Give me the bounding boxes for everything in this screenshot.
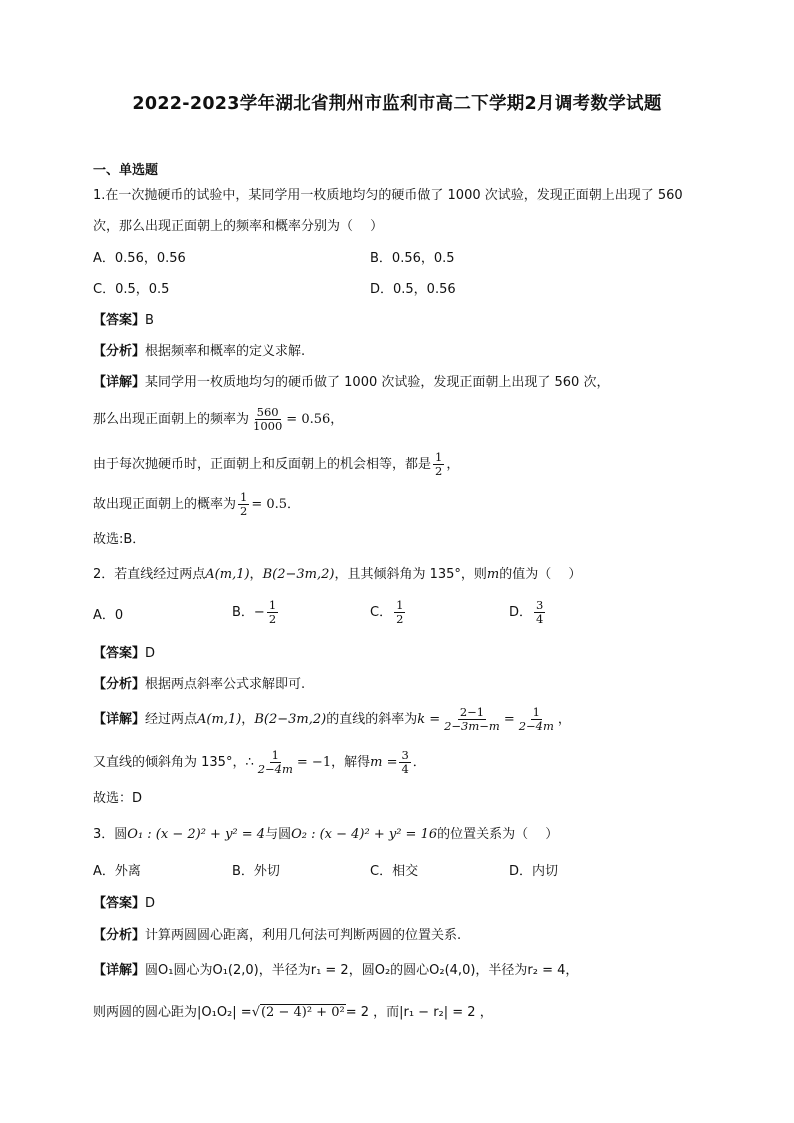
question-2-conclusion: 故选：D	[93, 791, 143, 806]
fraction-denominator: 2−4m	[257, 762, 293, 776]
question-2-option-a: A．0	[93, 608, 124, 623]
detail-text: = 2 ，而|r₁ − r₂| = 2 ，	[345, 1005, 493, 1020]
question-2-option-c	[370, 598, 407, 628]
stem-text: ，且其倾斜角为 135°，则	[334, 567, 487, 582]
variable: m =	[370, 755, 398, 770]
fraction	[251, 406, 284, 433]
fraction-numerator: 3	[536, 598, 544, 612]
answer-value: D	[145, 896, 156, 911]
detail-text: = 0.5．	[251, 497, 301, 512]
circle-2-equation: O₂ : (x − 4)² + y² = 16	[291, 827, 438, 842]
fraction	[394, 599, 405, 626]
question-3-option-b: B．外切	[232, 864, 280, 879]
fraction	[517, 706, 556, 733]
detail-text: 圆O₁圆心为O₁(2,0)，半径为r₁ = 2，圆O₂的圆心O₂(4,0)，半径为r₂ = 4，	[145, 963, 579, 978]
equals-sign: =	[503, 712, 515, 727]
detail-text: = −1，解得	[296, 755, 371, 770]
point-a: A(m,1)	[197, 712, 242, 727]
separator: ，	[241, 712, 255, 727]
question-2-answer	[93, 644, 155, 664]
analysis-text: 根据两点斜率公式求解即可.	[145, 677, 306, 692]
fraction-numerator: 1	[435, 450, 443, 464]
answer-value: D	[145, 646, 156, 661]
question-2-stem	[93, 565, 581, 585]
fraction-denominator: 2	[268, 612, 277, 626]
stem-text: 的位置关系为（ ）	[437, 827, 559, 842]
fraction-denominator: 1000	[253, 419, 283, 433]
question-1-option-d: D．0.5，0.56	[370, 282, 456, 297]
fraction-numerator: 2−1	[459, 705, 485, 719]
option-label: C．	[370, 605, 393, 620]
detail-text: 的直线的斜率为	[326, 712, 418, 727]
question-2-option-d	[509, 598, 547, 628]
fraction-denominator: 4	[401, 762, 409, 776]
stem-text: 与圆	[265, 827, 292, 842]
detail-text: 经过两点	[145, 712, 198, 727]
analysis-label: 【分析】	[93, 928, 146, 943]
point-b: B(2−3m,2)	[262, 567, 335, 582]
question-1-option-a: A．0.56，0.56	[93, 251, 186, 266]
detail-text: ，	[557, 712, 571, 727]
fraction-numerator: 1	[268, 598, 277, 612]
fraction-denominator: 2	[240, 504, 248, 518]
analysis-label: 【分析】	[93, 344, 146, 359]
question-1-detail-line1	[93, 373, 609, 393]
fraction	[267, 599, 278, 626]
question-1-detail-line2	[93, 405, 343, 435]
answer-value: B	[145, 313, 154, 328]
detail-text: 则两圆的圆心距为|O₁O₂| =	[93, 1005, 252, 1020]
question-1-stem-line1: 1.在一次抛硬币的试验中，某同学用一枚质地均匀的硬币做了 1000 次试验，发现正面朝上出现了 560	[93, 188, 683, 203]
question-1-detail-line4	[93, 490, 300, 520]
detail-label: 【详解】	[93, 963, 146, 978]
fraction-numerator: 3	[401, 748, 409, 762]
fraction-denominator: 2−4m	[518, 719, 554, 733]
question-2-detail-line1	[93, 705, 571, 735]
fraction-numerator: 1	[532, 705, 540, 719]
question-1-option-c: C．0.5，0.5	[93, 282, 170, 297]
option-label: B．−	[232, 605, 265, 620]
answer-label: 【答案】	[93, 313, 146, 328]
variable: m	[486, 567, 500, 582]
question-2-option-b	[232, 598, 280, 628]
question-1-analysis	[93, 342, 305, 362]
slope-symbol: k =	[417, 712, 441, 727]
question-1-answer	[93, 311, 154, 331]
detail-text: = 0.56，	[286, 412, 344, 427]
analysis-text: 根据频率和概率的定义求解.	[145, 344, 306, 359]
question-1-stem-line2: 次，那么出现正面朝上的频率和概率分别为（ ）	[93, 219, 384, 234]
fraction	[534, 599, 545, 626]
question-3-stem	[93, 825, 558, 845]
fraction-denominator: 2−3m−m	[444, 719, 500, 733]
question-2-detail-line2	[93, 748, 426, 778]
detail-text: ，	[446, 457, 460, 472]
fraction-denominator: 4	[536, 612, 544, 626]
question-1-detail-line3	[93, 450, 459, 480]
question-3-option-c: C．相交	[370, 864, 419, 879]
question-1-option-b: B．0.56，0.5	[370, 251, 455, 266]
analysis-text: 计算两圆圆心距离，利用几何法可判断两圆的位置关系.	[145, 928, 462, 943]
fraction	[399, 749, 410, 776]
stem-text: 2．若直线经过两点	[93, 567, 206, 582]
fraction-numerator: 1	[240, 490, 248, 504]
fraction-numerator: 1	[271, 748, 279, 762]
detail-text: 由于每次抛硬币时，正面朝上和反面朝上的机会相等，都是	[93, 457, 432, 472]
fraction-numerator: 1	[396, 598, 404, 612]
detail-text: 那么出现正面朝上的频率为	[93, 412, 250, 427]
analysis-label: 【分析】	[93, 677, 146, 692]
detail-text: 故出现正面朝上的概率为	[93, 497, 237, 512]
detail-text: 某同学用一枚质地均匀的硬币做了 1000 次试验，发现正面朝上出现了 560 次，	[145, 375, 610, 390]
stem-text: 的值为（ ）	[499, 567, 582, 582]
question-3-option-a: A．外离	[93, 864, 141, 879]
point-a: A(m,1)	[205, 567, 250, 582]
fraction	[238, 491, 249, 518]
sqrt-sign: √	[251, 1005, 260, 1020]
fraction	[433, 451, 444, 478]
detail-label: 【详解】	[93, 375, 146, 390]
stem-text: 3．圆	[93, 827, 128, 842]
question-2-analysis	[93, 675, 305, 695]
page-title: 2022-2023学年湖北省荆州市监利市高二下学期2月调考数学试题	[132, 94, 662, 114]
detail-label: 【详解】	[93, 712, 146, 727]
detail-text: ．	[412, 755, 426, 770]
fraction-denominator: 2	[396, 612, 404, 626]
question-3-answer	[93, 894, 155, 914]
point-b: B(2−3m,2)	[254, 712, 327, 727]
stem-text: ，	[249, 567, 263, 582]
sqrt-radicand: (2 − 4)² + 0²	[260, 1005, 345, 1020]
circle-1-equation: O₁ : (x − 2)² + y² = 4	[127, 827, 266, 842]
option-label: D．	[509, 605, 533, 620]
section-heading: 一、单选题	[93, 163, 159, 178]
fraction	[256, 749, 295, 776]
fraction	[442, 706, 502, 733]
fraction-denominator: 2	[435, 464, 443, 478]
answer-label: 【答案】	[93, 646, 146, 661]
detail-text: 又直线的倾斜角为 135°，∴	[93, 755, 254, 770]
question-3-detail-line2	[93, 1000, 493, 1026]
fraction-numerator: 560	[256, 405, 279, 419]
question-3-option-d: D．内切	[509, 864, 559, 879]
question-3-detail-line1	[93, 961, 578, 981]
question-1-conclusion: 故选:B．	[93, 532, 146, 547]
question-3-analysis	[93, 926, 461, 946]
answer-label: 【答案】	[93, 896, 146, 911]
